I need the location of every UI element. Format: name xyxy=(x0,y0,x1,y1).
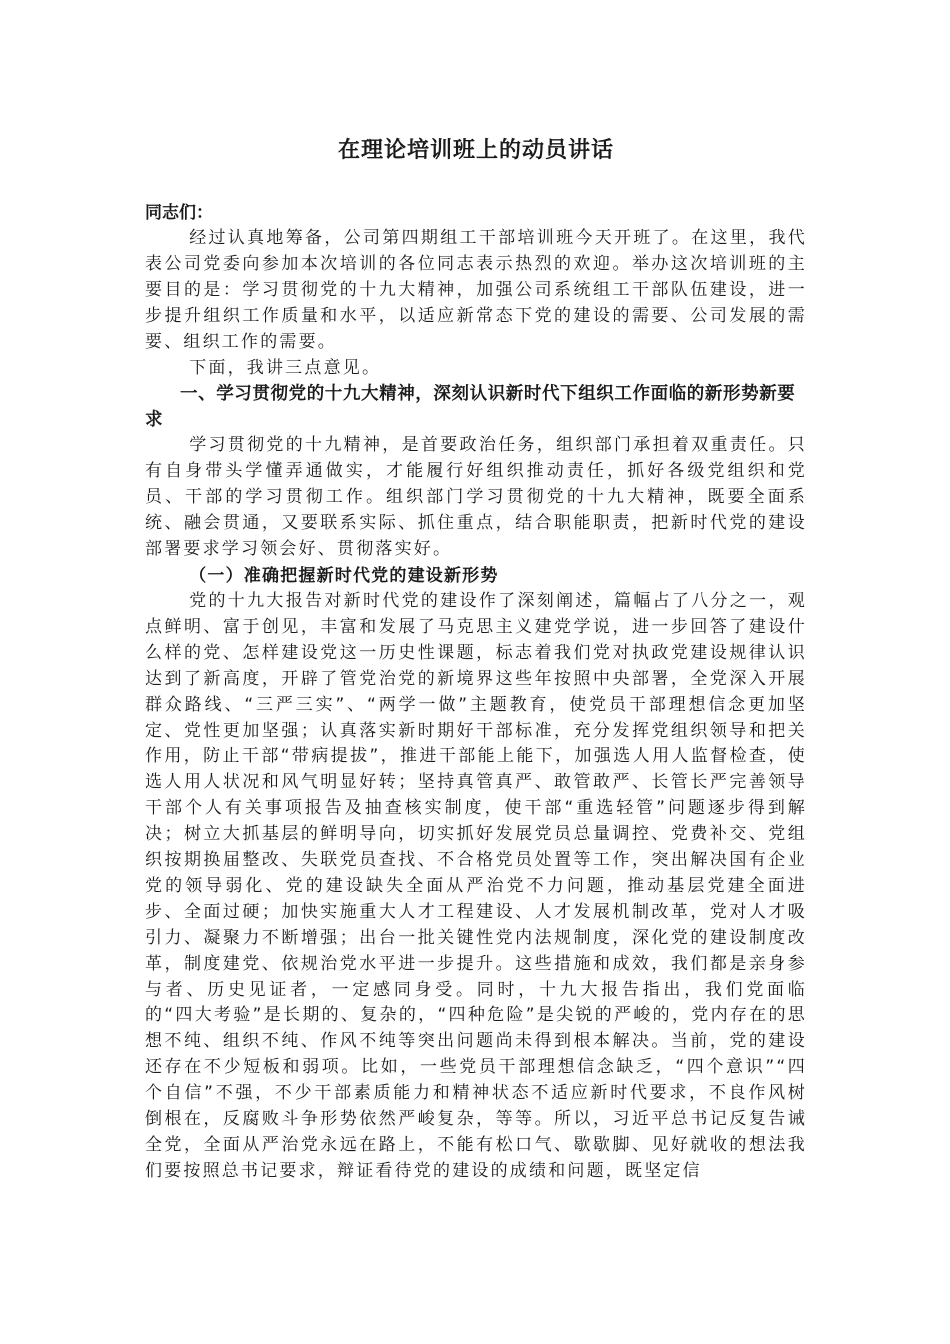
document-title: 在理论培训班上的动员讲话 xyxy=(337,138,614,163)
salutation: 同志们： xyxy=(145,203,213,223)
document-page xyxy=(145,128,807,1185)
intro-paragraph: 经过认真地筹备，公司第四期组工干部培训班今天开班了。在这里，我代表公司党委向参加本次培训的各位同志表示热烈的欢迎。举办这次培训班的主要目的是：学习贯彻党的十九大精神，加强公司系统组工干部队伍建设，进一步提升组织工作质量和水平，以适应新常态下党的建设的需要、公司发展的需要、组织工作的需要。 xyxy=(145,228,807,352)
section-heading-1: 一、学习贯彻党的十九大精神，深刻认识新时代下组织工作面临的新形势新要求 xyxy=(145,384,796,431)
subsection-1-paragraph: 党的十九大报告对新时代党的建设作了深刻阐述，篇幅占了八分之一，观点鲜明、富于创见，丰富和发展了马克思主义建党学说，进一步回答了建设什么样的党、怎样建设党这一历史性课题，标志着我们党对执政党建设规律认识达到了新高度，开辟了管党治党的新境界这些年按照中央部署，全党深入开展群众路线、“三严三实”、“两学一做”主题教育，使党员干部理想信念更加坚定、党性更加坚强；认真落实新时期好干部标准，充分发挥党组织领导和把关作用，防止干部“带病提拔”，推进干部能上能下，加强选人用人监督检查，使选人用人状况和风气明显好转；坚持真管真严、敢管敢严、长管长严完善领导干部个人有关事项报告及抽查核实制度，使干部“重选轻管”问题逐步得到解决；树立大抓基层的鲜明导向，切实抓好发展党员总量调控、党费补交、党组织按期换届整改、失联党员查找、不合格党员处置等工作，突出解决国有企业党的领导弱化、党的建设缺失全面从严治党不力问题，推动基层党建全面进步、全面过硬；加快实施重大人才工程建设、人才发展机制改革，党对人才吸引力、凝聚力不断增强；出台一批关键性党内法规制度，深化党的建设制度改革，制度建党、依规治党水平进一步提升。这些措施和成效，我们都是亲身参与者、历史见证者，一定感同身受。同时，十九大报告指出，我们党面临的“四大考验”是长期的、复杂的，“四种危险”是尖锐的严峻的，党内存在的思想不纯、组织不纯、作风不纯等突出问题尚未得到根本解决。当前，党的建设还存在不少短板和弱项。比如，一些党员干部理想信念缺乏，“四个意识”“四个自信”不强，不少干部素质能力和精神状态不适应新时代要求，不良作风树倒根在，反腐败斗争形势依然严峻复杂，等等。所以，习近平总书记反复告诫全党，全面从严治党永远在路上，不能有松口气、歇歇脚、见好就收的想法我们要按照总书记要求，辩证看待党的建设的成绩和问题，既坚定信 xyxy=(145,590,807,1181)
section-1-paragraph: 学习贯彻党的十九精神，是首要政治任务，组织部门承担着双重责任。只有自身带头学懂弄通做实，才能履行好组织推动责任，抓好各级党组织和党员、干部的学习贯彻工作。组织部门学习贯彻党的十九大精神，既要全面系统、融会贯通，又要联系实际、抓住重点，结合职能职责，把新时代党的建设部署要求学习领会好、贯彻落实好。 xyxy=(145,435,807,560)
transition-paragraph: 下面，我讲三点意见。 xyxy=(189,357,382,378)
subsection-heading-1: （一）准确把握新时代党的建设新形势 xyxy=(189,565,499,586)
